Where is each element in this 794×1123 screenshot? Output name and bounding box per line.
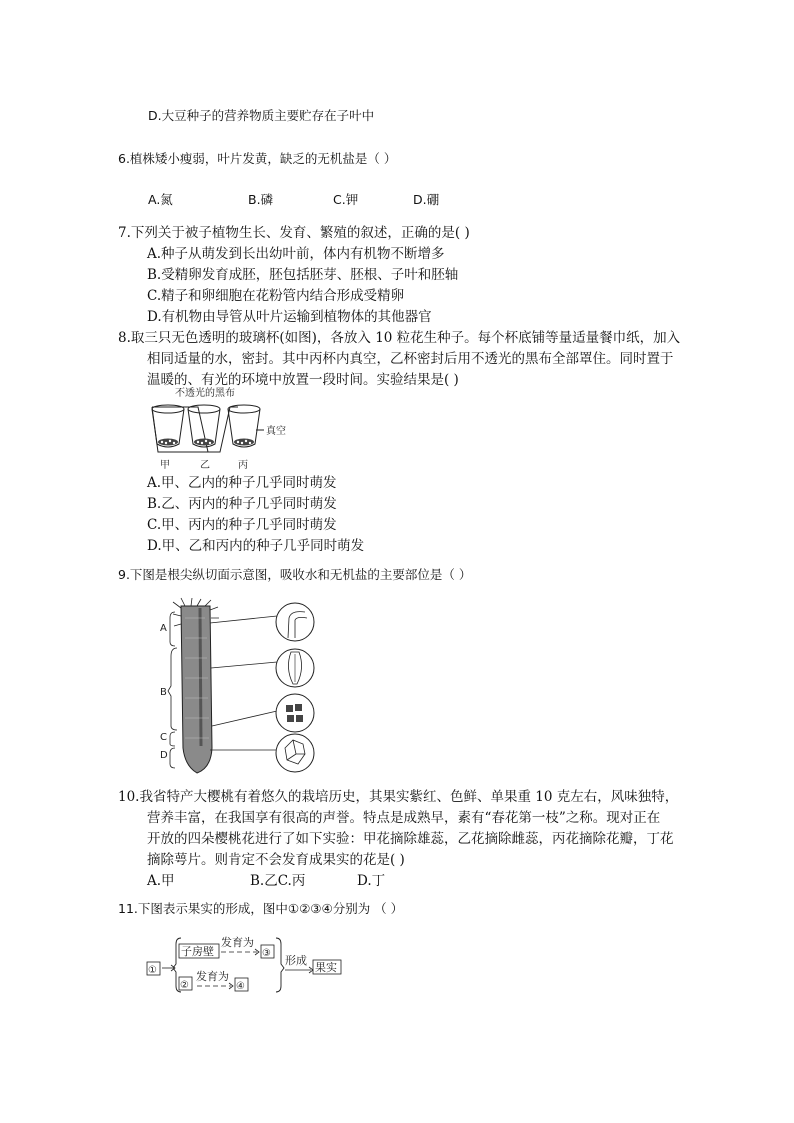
form-label: 形成 xyxy=(285,954,307,967)
develop-label-2: 发育为 xyxy=(196,970,229,983)
cup-bing xyxy=(228,405,260,447)
root-tip xyxy=(181,606,212,773)
q10-stem-line-2: 营养丰富，在我国享有很高的声誉。特点是成熟早，素有“春花第一枝”之称。现对正在 xyxy=(147,810,661,826)
q10-option-b-c: B.乙C.丙 xyxy=(250,873,306,889)
ovary-wall-label: 子房壁 xyxy=(181,945,214,958)
cup-label-jia: 甲 xyxy=(160,460,170,471)
cup-label-yi: 乙 xyxy=(200,460,210,471)
detail-meristem-cell xyxy=(276,694,314,732)
q6-option-d: D.硼 xyxy=(413,192,440,207)
q8-option-b: B.乙、丙内的种子几乎同时萌发 xyxy=(147,496,337,512)
cup-label-bing: 丙 xyxy=(238,460,248,471)
q6-stem: 6.植株矮小瘦弱，叶片发黄，缺乏的无机盐是（ ） xyxy=(118,151,397,166)
q7-option-d: D.有机物由导管从叶片运输到植物体的其他器官 xyxy=(147,309,432,325)
q8-option-c: C.甲、丙内的种子几乎同时萌发 xyxy=(147,517,337,533)
zone-label-b: B xyxy=(160,687,167,698)
q7-option-a: A.种子从萌发到长出幼叶前，体内有机物不断增多 xyxy=(147,246,445,262)
q8-option-a: A.甲、乙内的种子几乎同时萌发 xyxy=(147,475,337,491)
cup-yi xyxy=(188,405,220,447)
detail-vessel-cell xyxy=(276,649,314,687)
develop-label-1: 发育为 xyxy=(221,936,254,949)
q11-fruit-formation-figure xyxy=(145,934,350,994)
q8-stem-line-3: 温暖的、有光的环境中放置一段时间。实验结果是( ) xyxy=(147,372,459,388)
cloth-label: 不透光的黑布 xyxy=(175,388,235,399)
q10-stem-line-4: 摘除萼片。则肯定不会发育成果实的花是( ) xyxy=(147,852,405,868)
detail-root-cap-cell xyxy=(276,734,314,772)
node-2: ② xyxy=(180,980,189,991)
zone-label-c: C xyxy=(160,732,167,743)
q9-root-tip-figure xyxy=(155,598,325,776)
node-1: ① xyxy=(148,965,157,976)
q10-stem-line-3: 开放的四朵樱桃花进行了如下实验：甲花摘除雄蕊，乙花摘除雌蕊，丙花摘除花瓣，丁花 xyxy=(147,831,674,847)
node-4: ④ xyxy=(236,981,245,992)
q8-option-d: D.甲、乙和丙内的种子几乎同时萌发 xyxy=(147,538,365,554)
zone-label-d: D xyxy=(160,750,168,761)
fruit-label: 果实 xyxy=(315,961,337,974)
q8-stem-line-1: 8.取三只无色透明的玻璃杯(如图)，各放入 10 粒花生种子。每个杯底铺等量适量餐巾纸，加入 xyxy=(118,330,681,346)
q10-option-a: A.甲 xyxy=(147,873,175,889)
q8-stem-line-2: 相同适量的水，密封。其中丙杯内真空，乙杯密封后用不透光的黑布全部罩住。同时置于 xyxy=(147,351,674,367)
q7-stem: 7.下列关于被子植物生长、发育、繁殖的叙述，正确的是( ) xyxy=(118,225,470,241)
q10-option-d: D.丁 xyxy=(357,873,386,889)
q9-stem: 9.下图是根尖纵切面示意图，吸收水和无机盐的主要部位是（ ） xyxy=(118,567,472,582)
q11-stem: 11.下图表示果实的形成，图中①②③④分别为 （ ） xyxy=(118,901,404,916)
q7-option-c: C.精子和卵细胞在花粉管内结合形成受精卵 xyxy=(147,288,405,304)
cup-jia xyxy=(152,405,184,447)
zone-label-a: A xyxy=(160,623,167,634)
q5-option-d: D.大豆种子的营养物质主要贮存在子叶中 xyxy=(148,108,375,123)
q7-option-b: B.受精卵发育成胚，胚包括胚芽、胚根、子叶和胚轴 xyxy=(147,267,459,283)
vacuum-label: 真空 xyxy=(266,426,286,437)
node-3: ③ xyxy=(262,948,271,959)
detail-root-hair-cell xyxy=(276,603,314,641)
q6-option-c: C.钾 xyxy=(333,192,359,207)
q6-option-a: A.氮 xyxy=(148,192,173,207)
q10-stem-line-1: 10.我省特产大樱桃有着悠久的栽培历史，其果实紫红、色鲜、单果重 10 克左右，风味独特， xyxy=(118,789,679,805)
q8-cups-figure xyxy=(140,384,300,470)
q6-option-b: B.磷 xyxy=(248,192,274,207)
